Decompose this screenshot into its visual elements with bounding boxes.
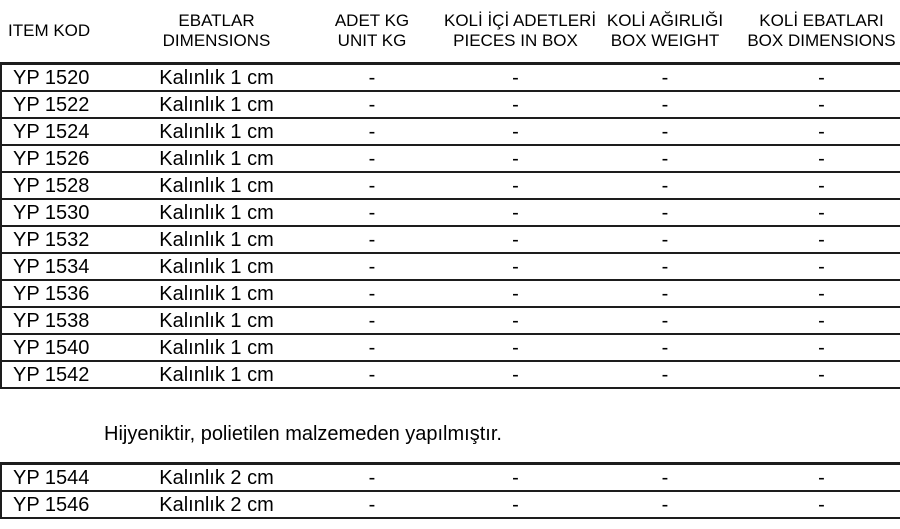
unit-kg-cell: -	[368, 228, 376, 251]
unit-kg-cell: -	[368, 309, 376, 332]
pieces-in-box-cell: -	[512, 336, 519, 359]
column-header-box-dimensions	[743, 11, 900, 51]
box-weight-cell: -	[661, 147, 669, 170]
dimensions-cell: Kalınlık 1 cm	[159, 309, 274, 332]
table-row	[2, 254, 900, 281]
box-weight-cell: -	[661, 282, 669, 305]
item-code-cell: YP 1534	[13, 255, 90, 278]
dimensions-cell: Kalınlık 1 cm	[159, 363, 274, 386]
pieces-in-box-cell: -	[512, 93, 519, 116]
table-row	[2, 308, 900, 335]
unit-kg-cell: -	[368, 174, 376, 197]
pieces-in-box-cell: -	[512, 201, 519, 224]
unit-kg-cell: -	[368, 120, 376, 143]
box-dimensions-cell: -	[818, 228, 825, 251]
dimensions-cell: Kalınlık 1 cm	[159, 282, 274, 305]
table-row	[2, 281, 900, 308]
column-header-item-kod	[0, 21, 133, 41]
table-row	[2, 119, 900, 146]
box-weight-cell: -	[661, 201, 669, 224]
box-dimensions-cell: -	[818, 93, 825, 116]
dimensions-cell: Kalınlık 1 cm	[159, 201, 274, 224]
box-weight-cell: -	[661, 228, 669, 251]
box-weight-cell: -	[661, 120, 669, 143]
table-row	[2, 492, 900, 519]
pieces-in-box-cell: -	[512, 147, 519, 170]
column-header-line1: KOLİ İÇİ ADETLERİ	[444, 11, 597, 30]
box-dimensions-cell: -	[818, 255, 825, 278]
column-header-unit-kg	[300, 11, 444, 51]
pieces-in-box-cell: -	[512, 255, 519, 278]
dimensions-cell: Kalınlık 1 cm	[159, 174, 274, 197]
dimensions-cell: Kalınlık 1 cm	[159, 66, 274, 89]
box-dimensions-cell: -	[818, 336, 825, 359]
box-weight-cell: -	[661, 336, 669, 359]
column-header-line2: UNIT KG	[337, 31, 407, 50]
item-code-cell: YP 1540	[13, 336, 90, 359]
unit-kg-cell: -	[368, 66, 376, 89]
pieces-in-box-cell: -	[512, 363, 519, 386]
table-row	[2, 65, 900, 92]
pieces-in-box-cell: -	[512, 466, 519, 489]
column-header-box-weight	[587, 11, 743, 51]
item-code-cell: YP 1520	[13, 66, 90, 89]
box-weight-cell: -	[661, 309, 669, 332]
table-row	[2, 465, 900, 492]
box-dimensions-cell: -	[818, 282, 825, 305]
box-weight-cell: -	[661, 255, 669, 278]
pieces-in-box-cell: -	[512, 66, 519, 89]
item-code-cell: YP 1542	[13, 363, 90, 386]
pieces-in-box-cell: -	[512, 493, 519, 516]
column-header-line1: ITEM KOD	[8, 21, 91, 40]
unit-kg-cell: -	[368, 255, 376, 278]
box-dimensions-cell: -	[818, 493, 825, 516]
column-header-pieces-in-box	[444, 11, 597, 51]
item-code-cell: YP 1522	[13, 93, 90, 116]
unit-kg-cell: -	[368, 336, 376, 359]
unit-kg-cell: -	[368, 466, 376, 489]
pieces-in-box-cell: -	[512, 282, 519, 305]
column-header-line2: BOX DIMENSIONS	[747, 31, 896, 50]
table-row	[2, 200, 900, 227]
column-header-line2: DIMENSIONS	[162, 31, 271, 50]
column-header-line2: BOX WEIGHT	[610, 31, 720, 50]
item-code-cell: YP 1538	[13, 309, 90, 332]
item-code-cell: YP 1526	[13, 147, 90, 170]
column-header-line1: KOLİ EBATLARI	[759, 11, 884, 30]
unit-kg-cell: -	[368, 282, 376, 305]
box-weight-cell: -	[661, 493, 669, 516]
item-code-cell: YP 1532	[13, 228, 90, 251]
table-row	[2, 362, 900, 389]
box-dimensions-cell: -	[818, 466, 825, 489]
pieces-in-box-cell: -	[512, 120, 519, 143]
unit-kg-cell: -	[368, 147, 376, 170]
box-dimensions-cell: -	[818, 309, 825, 332]
box-dimensions-cell: -	[818, 66, 825, 89]
dimensions-cell: Kalınlık 1 cm	[159, 255, 274, 278]
item-code-cell: YP 1536	[13, 282, 90, 305]
box-dimensions-cell: -	[818, 201, 825, 224]
column-header-line1: EBATLAR	[178, 11, 255, 30]
box-dimensions-cell: -	[818, 120, 825, 143]
box-dimensions-cell: -	[818, 147, 825, 170]
item-code-cell: YP 1528	[13, 174, 90, 197]
column-header-line1: ADET KG	[334, 11, 410, 30]
table-row	[2, 146, 900, 173]
table-row	[2, 335, 900, 362]
item-code-cell: YP 1544	[13, 466, 90, 489]
dimensions-cell: Kalınlık 2 cm	[159, 466, 274, 489]
pieces-in-box-cell: -	[512, 174, 519, 197]
spec-table-1cm	[0, 62, 900, 389]
dimensions-cell: Kalınlık 1 cm	[159, 120, 274, 143]
pieces-in-box-cell: -	[512, 228, 519, 251]
unit-kg-cell: -	[368, 493, 376, 516]
box-weight-cell: -	[661, 174, 669, 197]
unit-kg-cell: -	[368, 93, 376, 116]
column-header-dimensions	[133, 11, 300, 51]
dimensions-cell: Kalınlık 1 cm	[159, 147, 274, 170]
spec-table-2cm	[0, 462, 900, 519]
item-code-cell: YP 1546	[13, 493, 90, 516]
unit-kg-cell: -	[368, 201, 376, 224]
item-code-cell: YP 1530	[13, 201, 90, 224]
pieces-in-box-cell: -	[512, 309, 519, 332]
column-header-line1: KOLİ AĞIRLIĞI	[606, 11, 724, 30]
table-header-row	[0, 0, 900, 62]
box-dimensions-cell: -	[818, 174, 825, 197]
table-row	[2, 92, 900, 119]
dimensions-cell: Kalınlık 1 cm	[159, 336, 274, 359]
unit-kg-cell: -	[368, 363, 376, 386]
item-code-cell: YP 1524	[13, 120, 90, 143]
note-text: Hijyeniktir, polietilen malzemeden yapılmıştır.	[104, 423, 502, 445]
column-header-line2: PIECES IN BOX	[453, 31, 578, 50]
table-row	[2, 173, 900, 200]
dimensions-cell: Kalınlık 1 cm	[159, 228, 274, 251]
box-weight-cell: -	[661, 93, 669, 116]
box-weight-cell: -	[661, 466, 669, 489]
box-weight-cell: -	[661, 66, 669, 89]
box-weight-cell: -	[661, 363, 669, 386]
dimensions-cell: Kalınlık 2 cm	[159, 493, 274, 516]
table-row	[2, 227, 900, 254]
box-dimensions-cell: -	[818, 363, 825, 386]
dimensions-cell: Kalınlık 1 cm	[159, 93, 274, 116]
